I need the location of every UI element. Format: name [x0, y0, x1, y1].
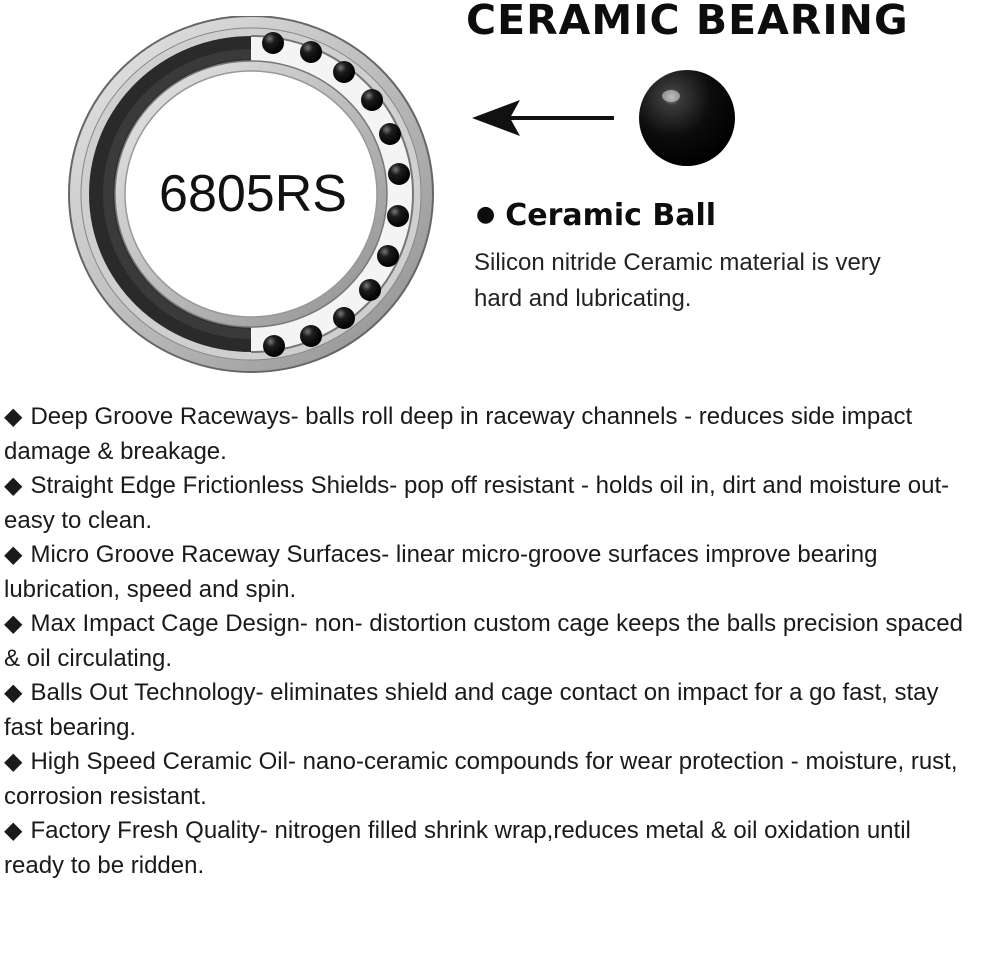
list-item — [4, 745, 964, 814]
list-item — [4, 538, 964, 607]
list-item — [4, 607, 964, 676]
diamond-bullet-icon: ◆ — [4, 679, 23, 706]
list-item — [4, 400, 964, 469]
ceramic-ball-icon — [637, 68, 737, 168]
feature-list — [4, 400, 964, 883]
feature-text: Balls Out Technology- eliminates shield and cage contact on impact for a go fast, stay fast bearing. — [4, 679, 939, 741]
page-title: CERAMIC BEARING — [466, 0, 909, 44]
ceramic-ball-heading — [476, 198, 716, 233]
list-item — [4, 814, 964, 883]
diamond-bullet-icon: ◆ — [4, 472, 23, 499]
bearing-model-label: 6805RS — [159, 165, 347, 223]
list-item — [4, 469, 964, 538]
feature-text: High Speed Ceramic Oil- nano-ceramic compounds for wear protection - moisture, rust, corrosion resistant. — [4, 748, 958, 810]
diamond-bullet-icon: ◆ — [4, 541, 23, 568]
diamond-bullet-icon: ◆ — [4, 748, 23, 775]
feature-text: Factory Fresh Quality- nitrogen filled shrink wrap,reduces metal & oil oxidation until ready to be ridden. — [4, 817, 911, 879]
ceramic-ball-title: Ceramic Ball — [505, 198, 717, 233]
feature-text: Micro Groove Raceway Surfaces- linear micro-groove surfaces improve bearing lubrication, speed and spin. — [4, 541, 878, 603]
diamond-bullet-icon: ◆ — [4, 817, 23, 844]
ceramic-ball-description: Silicon nitride Ceramic material is very hard and lubricating. — [474, 249, 881, 312]
bearing-illustration — [68, 16, 438, 376]
arrow-left-icon — [472, 96, 617, 140]
diamond-bullet-icon: ◆ — [4, 610, 23, 637]
feature-text: Straight Edge Frictionless Shields- pop off resistant - holds oil in, dirt and moisture out- easy to clean. — [4, 472, 950, 534]
feature-text: Max Impact Cage Design- non- distortion custom cage keeps the balls precision spaced & oil circulating. — [4, 610, 963, 672]
feature-text: Deep Groove Raceways- balls roll deep in raceway channels - reduces side impact damage & breakage. — [4, 403, 913, 465]
diamond-bullet-icon: ◆ — [4, 403, 23, 430]
bullet-icon: ● — [476, 202, 496, 227]
list-item — [4, 676, 964, 745]
